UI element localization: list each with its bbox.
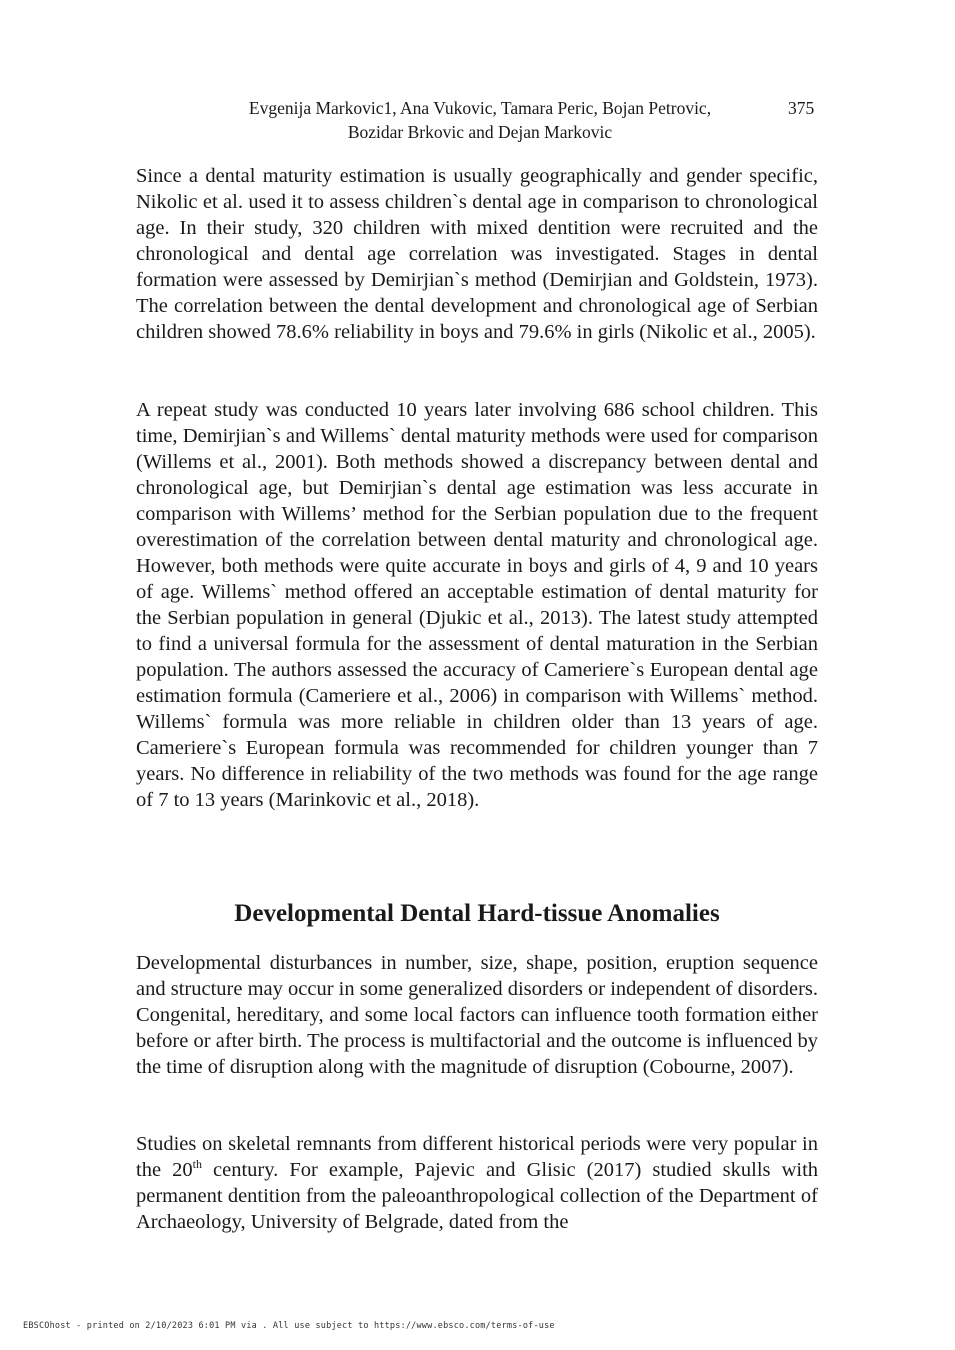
section-heading: Developmental Dental Hard-tissue Anomalies [234, 900, 720, 927]
paragraph-skeletal-remnants [136, 1131, 818, 1235]
paragraph-developmental-disturbances: Developmental disturbances in number, size, shape, position, eruption sequence and structure may occur in some generalized disorders or independent of disorders. Congenital, hereditary, and some local factors can influence tooth formation either before or after birth. The process is multifactorial and the outcome is influenced by the time of disruption along with the magnitude of disruption (Cobourne, 2007). [136, 952, 818, 1078]
paragraph-text-end: century. For example, Pajevic and Glisic (2017) studied skulls with permanent dentition from the paleoanthropological collection of the Department of Archaeology, University of Belgrade, dated from the [136, 1159, 819, 1233]
paragraph-text-start: Studies on skeletal remnants from different historical periods were very popular in the 20 [136, 1133, 818, 1181]
header-authors-line-2: Bozidar Brkovic and Dejan Markovic [347, 122, 613, 142]
paragraph-dental-maturity: Since a dental maturity estimation is usually geographically and gender specific, Nikolic et al. used it to assess children`s dental age in comparison to chronological age. In their study, 320 children with mixed dentition were recruited and the chronological and dental age correlation was investigated. Stages in dental formation were assessed by Demirjian`s method (Demirjian and Goldstein, 1973). The correlation between the dental development and chronological age of Serbian children showed 78.6% reliability in boys and 79.6% in girls (Nikolic et al., 2005). [136, 165, 818, 343]
ordinal-superscript: th [192, 1157, 202, 1172]
running-header [200, 96, 760, 144]
ebsco-footer: EBSCOhost - printed on 2/10/2023 6:01 PM via . All use subject to https://www.ebsco.com/terms-of-use [23, 1321, 555, 1331]
header-authors-line-1: Evgenija Markovic1, Ana Vukovic, Tamara Peric, Bojan Petrovic, [248, 98, 712, 118]
page-number: 375 [788, 98, 815, 118]
paragraph-repeat-study: A repeat study was conducted 10 years later involving 686 school children. This time, Demirjian`s and Willems` dental maturity methods were used for comparison (Willems et al., 2001). Both methods showed a discrepancy between dental and chronological age, but Demirjian`s dental age estimation was less accurate in comparison with Willems’ method for the Serbian population due to the frequent overestimation of the correlation between dental maturity and chronological age. However, both methods were quite accurate in boys and girls of 4, 9 and 10 years of age. Willems` method offered an acceptable estimation of dental maturity for the Serbian population in general (Djukic et al., 2013). The latest study attempted to find a universal formula for the assessment of dental maturation in the Serbian population. The authors assessed the accuracy of Cameriere`s European dental age estimation formula (Cameriere et al., 2006) in comparison with Willems` method. Willems` formula was more reliable in children older than 13 years of age. Cameriere`s European formula was recommended for children younger than 7 years. No difference in reliability of the two methods was found for the age range of 7 to 13 years (Marinkovic et al., 2018). [136, 399, 818, 811]
